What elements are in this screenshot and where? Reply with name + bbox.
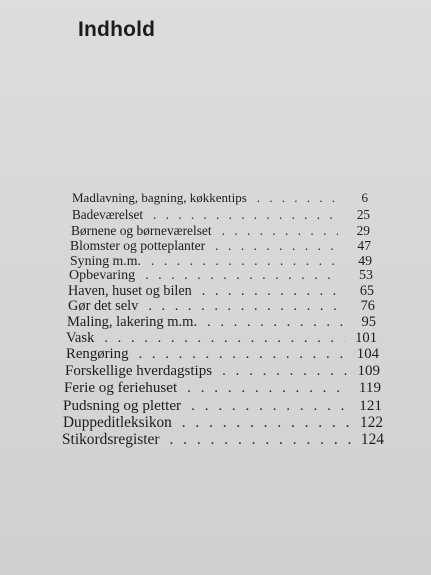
toc-entry bbox=[65, 363, 380, 380]
toc-entry-page: 95 bbox=[361, 314, 376, 330]
toc-entry bbox=[67, 314, 376, 331]
dot-leader bbox=[169, 431, 352, 449]
toc-entry bbox=[68, 298, 375, 315]
toc-entry bbox=[72, 207, 370, 223]
toc-entry-label: Badeværelset bbox=[72, 207, 144, 222]
dot-leader bbox=[215, 238, 339, 254]
toc-entry-label: Ferie og feriehuset bbox=[64, 380, 178, 396]
toc-entry-page: 119 bbox=[358, 380, 381, 396]
dot-leader bbox=[145, 268, 341, 284]
toc-entry-label: Opbevaring bbox=[69, 268, 136, 283]
dot-leader bbox=[257, 190, 336, 206]
toc-entry bbox=[72, 190, 368, 206]
toc-entry-page: 6 bbox=[361, 190, 368, 205]
dot-leader bbox=[191, 397, 350, 415]
toc-entry bbox=[63, 397, 382, 415]
toc-entry bbox=[69, 268, 373, 284]
toc-entry-page: 76 bbox=[360, 298, 375, 314]
toc-entry-label: Haven, huset og bilen bbox=[68, 283, 192, 299]
toc-entry bbox=[70, 238, 371, 254]
toc-entry-label: Gør det selv bbox=[68, 298, 139, 314]
page-title: Indhold bbox=[78, 18, 156, 41]
toc-entry-page: 29 bbox=[356, 223, 370, 238]
toc-entry-page: 25 bbox=[356, 207, 370, 222]
toc-entry-label: Vask bbox=[66, 330, 95, 346]
toc-entry bbox=[62, 431, 384, 449]
dot-leader bbox=[138, 346, 347, 363]
toc-entry bbox=[66, 330, 377, 347]
dot-leader bbox=[207, 314, 344, 331]
toc-entry-label: Forskellige hverdagstips bbox=[65, 363, 213, 379]
toc-entry-label: Stikordsregister bbox=[62, 431, 160, 448]
toc-entry-page: 53 bbox=[359, 268, 373, 283]
dot-leader bbox=[222, 223, 338, 239]
toc-entry bbox=[63, 414, 383, 432]
toc-entry-label: Duppeditleksikon bbox=[63, 414, 172, 431]
toc-entry-page: 49 bbox=[358, 253, 372, 268]
toc-entry-page: 104 bbox=[356, 346, 379, 362]
toc-entry bbox=[71, 223, 370, 239]
dot-leader bbox=[153, 207, 338, 223]
toc-entry-label: Børnene og børneværelset bbox=[71, 223, 212, 238]
dot-leader bbox=[104, 330, 345, 347]
toc-entry-label: Rengøring bbox=[66, 346, 129, 362]
toc-entry-label: Pudsning og pletter bbox=[63, 397, 182, 414]
toc-entry-label: Madlavning, bagning, køkkentips bbox=[72, 190, 247, 205]
toc-entry-label: Maling, lakering m.m. bbox=[67, 314, 198, 330]
toc-entry-page: 121 bbox=[359, 397, 382, 414]
toc-entry bbox=[70, 253, 372, 269]
dot-leader bbox=[148, 298, 343, 315]
toc-entry-page: 109 bbox=[357, 363, 380, 379]
toc-entry-label: Blomster og potteplanter bbox=[70, 238, 206, 253]
dot-leader bbox=[222, 363, 348, 380]
toc-entry-page: 124 bbox=[360, 431, 384, 448]
toc-entry-page: 65 bbox=[359, 283, 374, 299]
toc-entry bbox=[66, 346, 379, 363]
dot-leader bbox=[187, 380, 349, 397]
toc-entry-page: 122 bbox=[360, 414, 383, 431]
toc-entry-page: 47 bbox=[357, 238, 371, 253]
dot-leader bbox=[182, 414, 351, 432]
toc-entry-label: Syning m.m. bbox=[70, 253, 141, 268]
toc-entry bbox=[64, 380, 381, 397]
dot-leader bbox=[151, 253, 340, 269]
toc-entry-page: 101 bbox=[355, 330, 377, 346]
